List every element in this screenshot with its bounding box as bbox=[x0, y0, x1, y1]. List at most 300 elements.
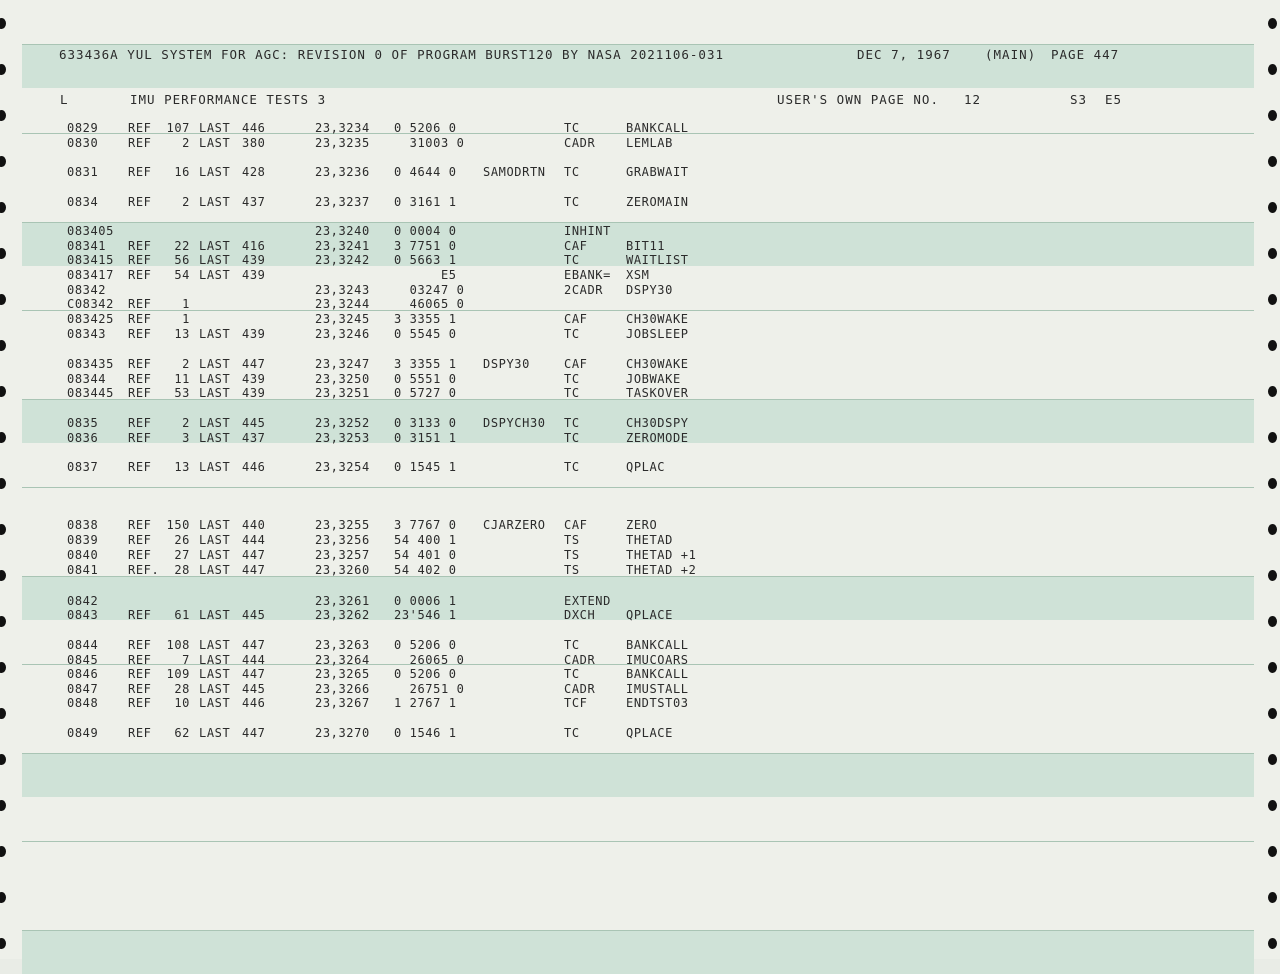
last-marker: LAST bbox=[199, 608, 231, 622]
address: 23,3246 bbox=[315, 327, 370, 341]
sequence-number: 08343 bbox=[67, 327, 107, 341]
last-marker: LAST bbox=[199, 195, 231, 209]
listing-title: 633436A YUL SYSTEM FOR AGC: REVISION 0 OF PROGRAM BURST120 BY NASA 2021106-031 bbox=[59, 47, 724, 62]
address: 23,3240 bbox=[315, 224, 370, 238]
last-page: 380 bbox=[242, 136, 266, 150]
ref-marker: REF bbox=[128, 518, 152, 532]
octal-word: 0 5206 0 bbox=[394, 667, 457, 681]
last-page: 428 bbox=[242, 165, 266, 179]
sequence-number: 0841 bbox=[67, 563, 99, 577]
operand: IMUCOARS bbox=[626, 653, 689, 667]
octal-word: 03247 0 bbox=[394, 283, 465, 297]
octal-word: 0 3151 1 bbox=[394, 431, 457, 445]
feed-hole bbox=[0, 524, 6, 535]
ref-count: 11 bbox=[174, 372, 190, 386]
address: 23,3261 bbox=[315, 594, 370, 608]
octal-word: 0 5206 0 bbox=[394, 121, 457, 135]
ref-marker: REF bbox=[128, 608, 152, 622]
ref-count: 56 bbox=[174, 253, 190, 267]
address: 23,3242 bbox=[315, 253, 370, 267]
listing-section: (MAIN) bbox=[985, 47, 1037, 62]
octal-word: 54 400 1 bbox=[394, 533, 457, 547]
last-page: 445 bbox=[242, 416, 266, 430]
band-rule bbox=[22, 841, 1254, 842]
last-marker: LAST bbox=[199, 416, 231, 430]
ref-count: 53 bbox=[174, 386, 190, 400]
opcode: CAF bbox=[564, 357, 588, 371]
feed-hole bbox=[0, 202, 6, 213]
feed-hole bbox=[0, 478, 6, 489]
symbol-label: SAMODRTN bbox=[483, 165, 546, 179]
feed-hole bbox=[1268, 524, 1277, 535]
address: 23,3262 bbox=[315, 608, 370, 622]
feed-hole bbox=[1268, 616, 1277, 627]
last-page: 440 bbox=[242, 518, 266, 532]
operand: ZERO bbox=[626, 518, 658, 532]
ref-count: 54 bbox=[174, 268, 190, 282]
opcode: TS bbox=[564, 548, 580, 562]
ref-marker: REF bbox=[128, 533, 152, 547]
last-page: 437 bbox=[242, 431, 266, 445]
feed-hole bbox=[1268, 18, 1277, 29]
ref-marker: REF bbox=[128, 253, 152, 267]
feed-hole bbox=[1268, 386, 1277, 397]
last-page: 439 bbox=[242, 327, 266, 341]
sequence-number: 0840 bbox=[67, 548, 99, 562]
sequence-number: 0842 bbox=[67, 594, 99, 608]
octal-word: 1 2767 1 bbox=[394, 696, 457, 710]
address: 23,3234 bbox=[315, 121, 370, 135]
last-marker: LAST bbox=[199, 239, 231, 253]
feed-hole bbox=[1268, 64, 1277, 75]
octal-word: 0 5663 1 bbox=[394, 253, 457, 267]
last-page: 416 bbox=[242, 239, 266, 253]
octal-word: 0 5545 0 bbox=[394, 327, 457, 341]
sequence-number: 0844 bbox=[67, 638, 99, 652]
address: 23,3243 bbox=[315, 283, 370, 297]
opcode: EXTEND bbox=[564, 594, 611, 608]
ref-marker: REF bbox=[128, 548, 152, 562]
address: 23,3270 bbox=[315, 726, 370, 740]
last-page: 439 bbox=[242, 386, 266, 400]
octal-word: E5 bbox=[394, 268, 457, 282]
address: 23,3247 bbox=[315, 357, 370, 371]
address: 23,3244 bbox=[315, 297, 370, 311]
ref-count: 1 bbox=[182, 297, 190, 311]
last-page: 444 bbox=[242, 533, 266, 547]
symbol-label: DSPY30 bbox=[483, 357, 530, 371]
opcode: EBANK= bbox=[564, 268, 611, 282]
opcode: DXCH bbox=[564, 608, 596, 622]
sequence-number: 0836 bbox=[67, 431, 99, 445]
last-marker: LAST bbox=[199, 533, 231, 547]
opcode: TC bbox=[564, 460, 580, 474]
address: 23,3266 bbox=[315, 682, 370, 696]
address: 23,3236 bbox=[315, 165, 370, 179]
feed-hole bbox=[0, 938, 6, 949]
operand: WAITLIST bbox=[626, 253, 689, 267]
code-s3: S3 bbox=[1070, 92, 1088, 107]
address: 23,3254 bbox=[315, 460, 370, 474]
last-page: 437 bbox=[242, 195, 266, 209]
operand: ENDTST03 bbox=[626, 696, 689, 710]
last-marker: LAST bbox=[199, 357, 231, 371]
ref-marker: REF bbox=[128, 460, 152, 474]
opcode: 2CADR bbox=[564, 283, 604, 297]
operand: JOBWAKE bbox=[626, 372, 681, 386]
opcode: CADR bbox=[564, 653, 596, 667]
octal-word: 0 1546 1 bbox=[394, 726, 457, 740]
opcode: CAF bbox=[564, 239, 588, 253]
operand: XSM bbox=[626, 268, 650, 282]
sequence-number: 0845 bbox=[67, 653, 99, 667]
page-number: PAGE 447 bbox=[1051, 47, 1120, 62]
operand: LEMLAB bbox=[626, 136, 673, 150]
opcode: TC bbox=[564, 327, 580, 341]
last-page: 447 bbox=[242, 548, 266, 562]
operand: DSPY30 bbox=[626, 283, 673, 297]
address: 23,3237 bbox=[315, 195, 370, 209]
opcode: TCF bbox=[564, 696, 588, 710]
opcode: TC bbox=[564, 372, 580, 386]
operand: CH30WAKE bbox=[626, 357, 689, 371]
symbol-label: CJARZERO bbox=[483, 518, 546, 532]
octal-word: 3 3355 1 bbox=[394, 312, 457, 326]
last-marker: LAST bbox=[199, 431, 231, 445]
last-page: 445 bbox=[242, 682, 266, 696]
operand: BANKCALL bbox=[626, 667, 689, 681]
last-marker: LAST bbox=[199, 136, 231, 150]
last-marker: LAST bbox=[199, 165, 231, 179]
band-rule bbox=[22, 222, 1254, 223]
octal-word: 0 4644 0 bbox=[394, 165, 457, 179]
address: 23,3255 bbox=[315, 518, 370, 532]
ref-count: 107 bbox=[166, 121, 190, 135]
last-page: 439 bbox=[242, 268, 266, 282]
last-page: 444 bbox=[242, 653, 266, 667]
feed-hole bbox=[0, 800, 6, 811]
opcode: TC bbox=[564, 431, 580, 445]
feed-hole bbox=[0, 432, 6, 443]
band-rule bbox=[22, 44, 1254, 45]
last-page: 445 bbox=[242, 608, 266, 622]
sequence-number: 0829 bbox=[67, 121, 99, 135]
last-marker: LAST bbox=[199, 548, 231, 562]
column-marker: L bbox=[60, 92, 69, 107]
octal-word: 46065 0 bbox=[394, 297, 465, 311]
sequence-number: 083415 bbox=[67, 253, 114, 267]
last-marker: LAST bbox=[199, 460, 231, 474]
last-marker: LAST bbox=[199, 253, 231, 267]
feed-hole bbox=[0, 708, 6, 719]
address: 23,3251 bbox=[315, 386, 370, 400]
users-page-label: USER'S OWN PAGE NO. bbox=[777, 92, 939, 107]
sequence-number: 083405 bbox=[67, 224, 114, 238]
opcode: INHINT bbox=[564, 224, 611, 238]
green-band bbox=[22, 753, 1254, 797]
octal-word: 3 7751 0 bbox=[394, 239, 457, 253]
feed-hole bbox=[1268, 800, 1277, 811]
ref-count: 1 bbox=[182, 312, 190, 326]
feed-hole bbox=[0, 662, 6, 673]
band-rule bbox=[22, 310, 1254, 311]
opcode: TC bbox=[564, 253, 580, 267]
ref-marker: REF bbox=[128, 136, 152, 150]
opcode: CADR bbox=[564, 682, 596, 696]
opcode: TC bbox=[564, 667, 580, 681]
sequence-number: 0848 bbox=[67, 696, 99, 710]
octal-word: 23'546 1 bbox=[394, 608, 457, 622]
last-page: 447 bbox=[242, 638, 266, 652]
feed-hole bbox=[1268, 570, 1277, 581]
sequence-number: 083425 bbox=[67, 312, 114, 326]
feed-hole bbox=[1268, 340, 1277, 351]
last-page: 447 bbox=[242, 726, 266, 740]
ref-marker: REF bbox=[128, 372, 152, 386]
ref-count: 3 bbox=[182, 431, 190, 445]
octal-word: 0 0004 0 bbox=[394, 224, 457, 238]
operand: QPLACE bbox=[626, 608, 673, 622]
ref-count: 7 bbox=[182, 653, 190, 667]
users-page-number: 12 bbox=[964, 92, 982, 107]
operand: BANKCALL bbox=[626, 121, 689, 135]
ref-marker: REF bbox=[128, 638, 152, 652]
opcode: CAF bbox=[564, 312, 588, 326]
sequence-number: 0839 bbox=[67, 533, 99, 547]
feed-hole bbox=[0, 110, 6, 121]
address: 23,3267 bbox=[315, 696, 370, 710]
ref-count: 2 bbox=[182, 416, 190, 430]
ref-count: 61 bbox=[174, 608, 190, 622]
octal-word: 0 0006 1 bbox=[394, 594, 457, 608]
opcode: TC bbox=[564, 416, 580, 430]
ref-count: 16 bbox=[174, 165, 190, 179]
operand: THETAD bbox=[626, 533, 673, 547]
feed-hole bbox=[1268, 294, 1277, 305]
sequence-number: 083445 bbox=[67, 386, 114, 400]
operand: ZEROMAIN bbox=[626, 195, 689, 209]
sequence-number: 0843 bbox=[67, 608, 99, 622]
sequence-number: 08342 bbox=[67, 283, 107, 297]
address: 23,3253 bbox=[315, 431, 370, 445]
last-marker: LAST bbox=[199, 653, 231, 667]
ref-marker: REF bbox=[128, 696, 152, 710]
feed-hole bbox=[0, 846, 6, 857]
ref-count: 28 bbox=[174, 563, 190, 577]
opcode: TS bbox=[564, 533, 580, 547]
feed-hole bbox=[1268, 432, 1277, 443]
octal-word: 3 3355 1 bbox=[394, 357, 457, 371]
operand: JOBSLEEP bbox=[626, 327, 689, 341]
feed-hole bbox=[0, 754, 6, 765]
feed-hole bbox=[1268, 110, 1277, 121]
last-page: 439 bbox=[242, 372, 266, 386]
opcode: TS bbox=[564, 563, 580, 577]
feed-hole bbox=[1268, 892, 1277, 903]
operand: QPLAC bbox=[626, 460, 666, 474]
sequence-number: 08344 bbox=[67, 372, 107, 386]
sequence-number: 083417 bbox=[67, 268, 114, 282]
feed-hole bbox=[1268, 478, 1277, 489]
feed-hole bbox=[0, 156, 6, 167]
log-section-title: IMU PERFORMANCE TESTS 3 bbox=[130, 92, 327, 107]
ref-marker: REF bbox=[128, 121, 152, 135]
address: 23,3241 bbox=[315, 239, 370, 253]
ref-marker: REF bbox=[128, 726, 152, 740]
sequence-number: 0837 bbox=[67, 460, 99, 474]
sequence-number: 0846 bbox=[67, 667, 99, 681]
octal-word: 54 401 0 bbox=[394, 548, 457, 562]
last-page: 439 bbox=[242, 253, 266, 267]
code-e5: E5 bbox=[1105, 92, 1123, 107]
ref-count: 2 bbox=[182, 357, 190, 371]
last-marker: LAST bbox=[199, 682, 231, 696]
opcode: TC bbox=[564, 121, 580, 135]
symbol-label: DSPYCH30 bbox=[483, 416, 546, 430]
sequence-number: 0831 bbox=[67, 165, 99, 179]
feed-hole bbox=[1268, 846, 1277, 857]
last-page: 447 bbox=[242, 563, 266, 577]
operand: CH30DSPY bbox=[626, 416, 689, 430]
opcode: TC bbox=[564, 386, 580, 400]
operand: THETAD +1 bbox=[626, 548, 697, 562]
last-marker: LAST bbox=[199, 696, 231, 710]
feed-hole bbox=[0, 18, 6, 29]
last-marker: LAST bbox=[199, 563, 231, 577]
address: 23,3250 bbox=[315, 372, 370, 386]
ref-count: 2 bbox=[182, 136, 190, 150]
ref-marker: REF bbox=[128, 239, 152, 253]
operand: THETAD +2 bbox=[626, 563, 697, 577]
address: 23,3260 bbox=[315, 563, 370, 577]
feed-hole bbox=[0, 570, 6, 581]
opcode: CADR bbox=[564, 136, 596, 150]
feed-hole bbox=[0, 616, 6, 627]
feed-hole bbox=[1268, 662, 1277, 673]
ref-count: 108 bbox=[166, 638, 190, 652]
listing-date: DEC 7, 1967 bbox=[857, 47, 951, 62]
ref-marker: REF bbox=[128, 327, 152, 341]
feed-hole bbox=[1268, 156, 1277, 167]
feed-hole bbox=[1268, 708, 1277, 719]
ref-marker: REF bbox=[128, 386, 152, 400]
sequence-number: C08342 bbox=[67, 297, 114, 311]
address: 23,3252 bbox=[315, 416, 370, 430]
opcode: CAF bbox=[564, 518, 588, 532]
sequence-number: 0835 bbox=[67, 416, 99, 430]
ref-marker: REF bbox=[128, 653, 152, 667]
ref-count: 13 bbox=[174, 327, 190, 341]
feed-hole bbox=[1268, 248, 1277, 259]
opcode: TC bbox=[564, 165, 580, 179]
last-marker: LAST bbox=[199, 726, 231, 740]
operand: CH30WAKE bbox=[626, 312, 689, 326]
operand: GRABWAIT bbox=[626, 165, 689, 179]
octal-word: 26065 0 bbox=[394, 653, 465, 667]
octal-word: 26751 0 bbox=[394, 682, 465, 696]
ref-marker: REF bbox=[128, 195, 152, 209]
ref-count: 150 bbox=[166, 518, 190, 532]
operand: TASKOVER bbox=[626, 386, 689, 400]
octal-word: 0 5551 0 bbox=[394, 372, 457, 386]
ref-marker: REF. bbox=[128, 563, 160, 577]
sequence-number: 0830 bbox=[67, 136, 99, 150]
last-page: 447 bbox=[242, 357, 266, 371]
green-band bbox=[22, 930, 1254, 974]
operand: BANKCALL bbox=[626, 638, 689, 652]
feed-hole bbox=[0, 248, 6, 259]
address: 23,3235 bbox=[315, 136, 370, 150]
octal-word: 0 5727 0 bbox=[394, 386, 457, 400]
operand: IMUSTALL bbox=[626, 682, 689, 696]
address: 23,3257 bbox=[315, 548, 370, 562]
feed-hole bbox=[0, 892, 6, 903]
feed-hole bbox=[0, 64, 6, 75]
last-marker: LAST bbox=[199, 518, 231, 532]
ref-count: 62 bbox=[174, 726, 190, 740]
ref-count: 13 bbox=[174, 460, 190, 474]
octal-word: 3 7767 0 bbox=[394, 518, 457, 532]
last-marker: LAST bbox=[199, 667, 231, 681]
sequence-number: 083435 bbox=[67, 357, 114, 371]
last-page: 446 bbox=[242, 460, 266, 474]
feed-hole bbox=[0, 340, 6, 351]
ref-marker: REF bbox=[128, 667, 152, 681]
band-rule bbox=[22, 753, 1254, 754]
band-rule bbox=[22, 487, 1254, 488]
address: 23,3256 bbox=[315, 533, 370, 547]
last-marker: LAST bbox=[199, 638, 231, 652]
ref-marker: REF bbox=[128, 682, 152, 696]
last-page: 446 bbox=[242, 121, 266, 135]
ref-marker: REF bbox=[128, 431, 152, 445]
last-marker: LAST bbox=[199, 268, 231, 282]
ref-count: 27 bbox=[174, 548, 190, 562]
last-marker: LAST bbox=[199, 121, 231, 135]
last-marker: LAST bbox=[199, 327, 231, 341]
opcode: TC bbox=[564, 195, 580, 209]
ref-marker: REF bbox=[128, 297, 152, 311]
last-page: 446 bbox=[242, 696, 266, 710]
last-page: 447 bbox=[242, 667, 266, 681]
feed-hole bbox=[1268, 202, 1277, 213]
ref-count: 22 bbox=[174, 239, 190, 253]
sequence-number: 0834 bbox=[67, 195, 99, 209]
octal-word: 0 3161 1 bbox=[394, 195, 457, 209]
band-rule bbox=[22, 930, 1254, 931]
operand: QPLACE bbox=[626, 726, 673, 740]
address: 23,3263 bbox=[315, 638, 370, 652]
ref-marker: REF bbox=[128, 357, 152, 371]
address: 23,3264 bbox=[315, 653, 370, 667]
address: 23,3265 bbox=[315, 667, 370, 681]
feed-hole bbox=[1268, 938, 1277, 949]
ref-marker: REF bbox=[128, 312, 152, 326]
feed-hole bbox=[1268, 754, 1277, 765]
ref-marker: REF bbox=[128, 416, 152, 430]
opcode: TC bbox=[564, 638, 580, 652]
ref-marker: REF bbox=[128, 268, 152, 282]
octal-word: 0 3133 0 bbox=[394, 416, 457, 430]
address: 23,3245 bbox=[315, 312, 370, 326]
feed-hole bbox=[0, 386, 6, 397]
sequence-number: 0849 bbox=[67, 726, 99, 740]
ref-count: 2 bbox=[182, 195, 190, 209]
opcode: TC bbox=[564, 726, 580, 740]
feed-hole bbox=[0, 294, 6, 305]
ref-count: 28 bbox=[174, 682, 190, 696]
octal-word: 31003 0 bbox=[394, 136, 465, 150]
